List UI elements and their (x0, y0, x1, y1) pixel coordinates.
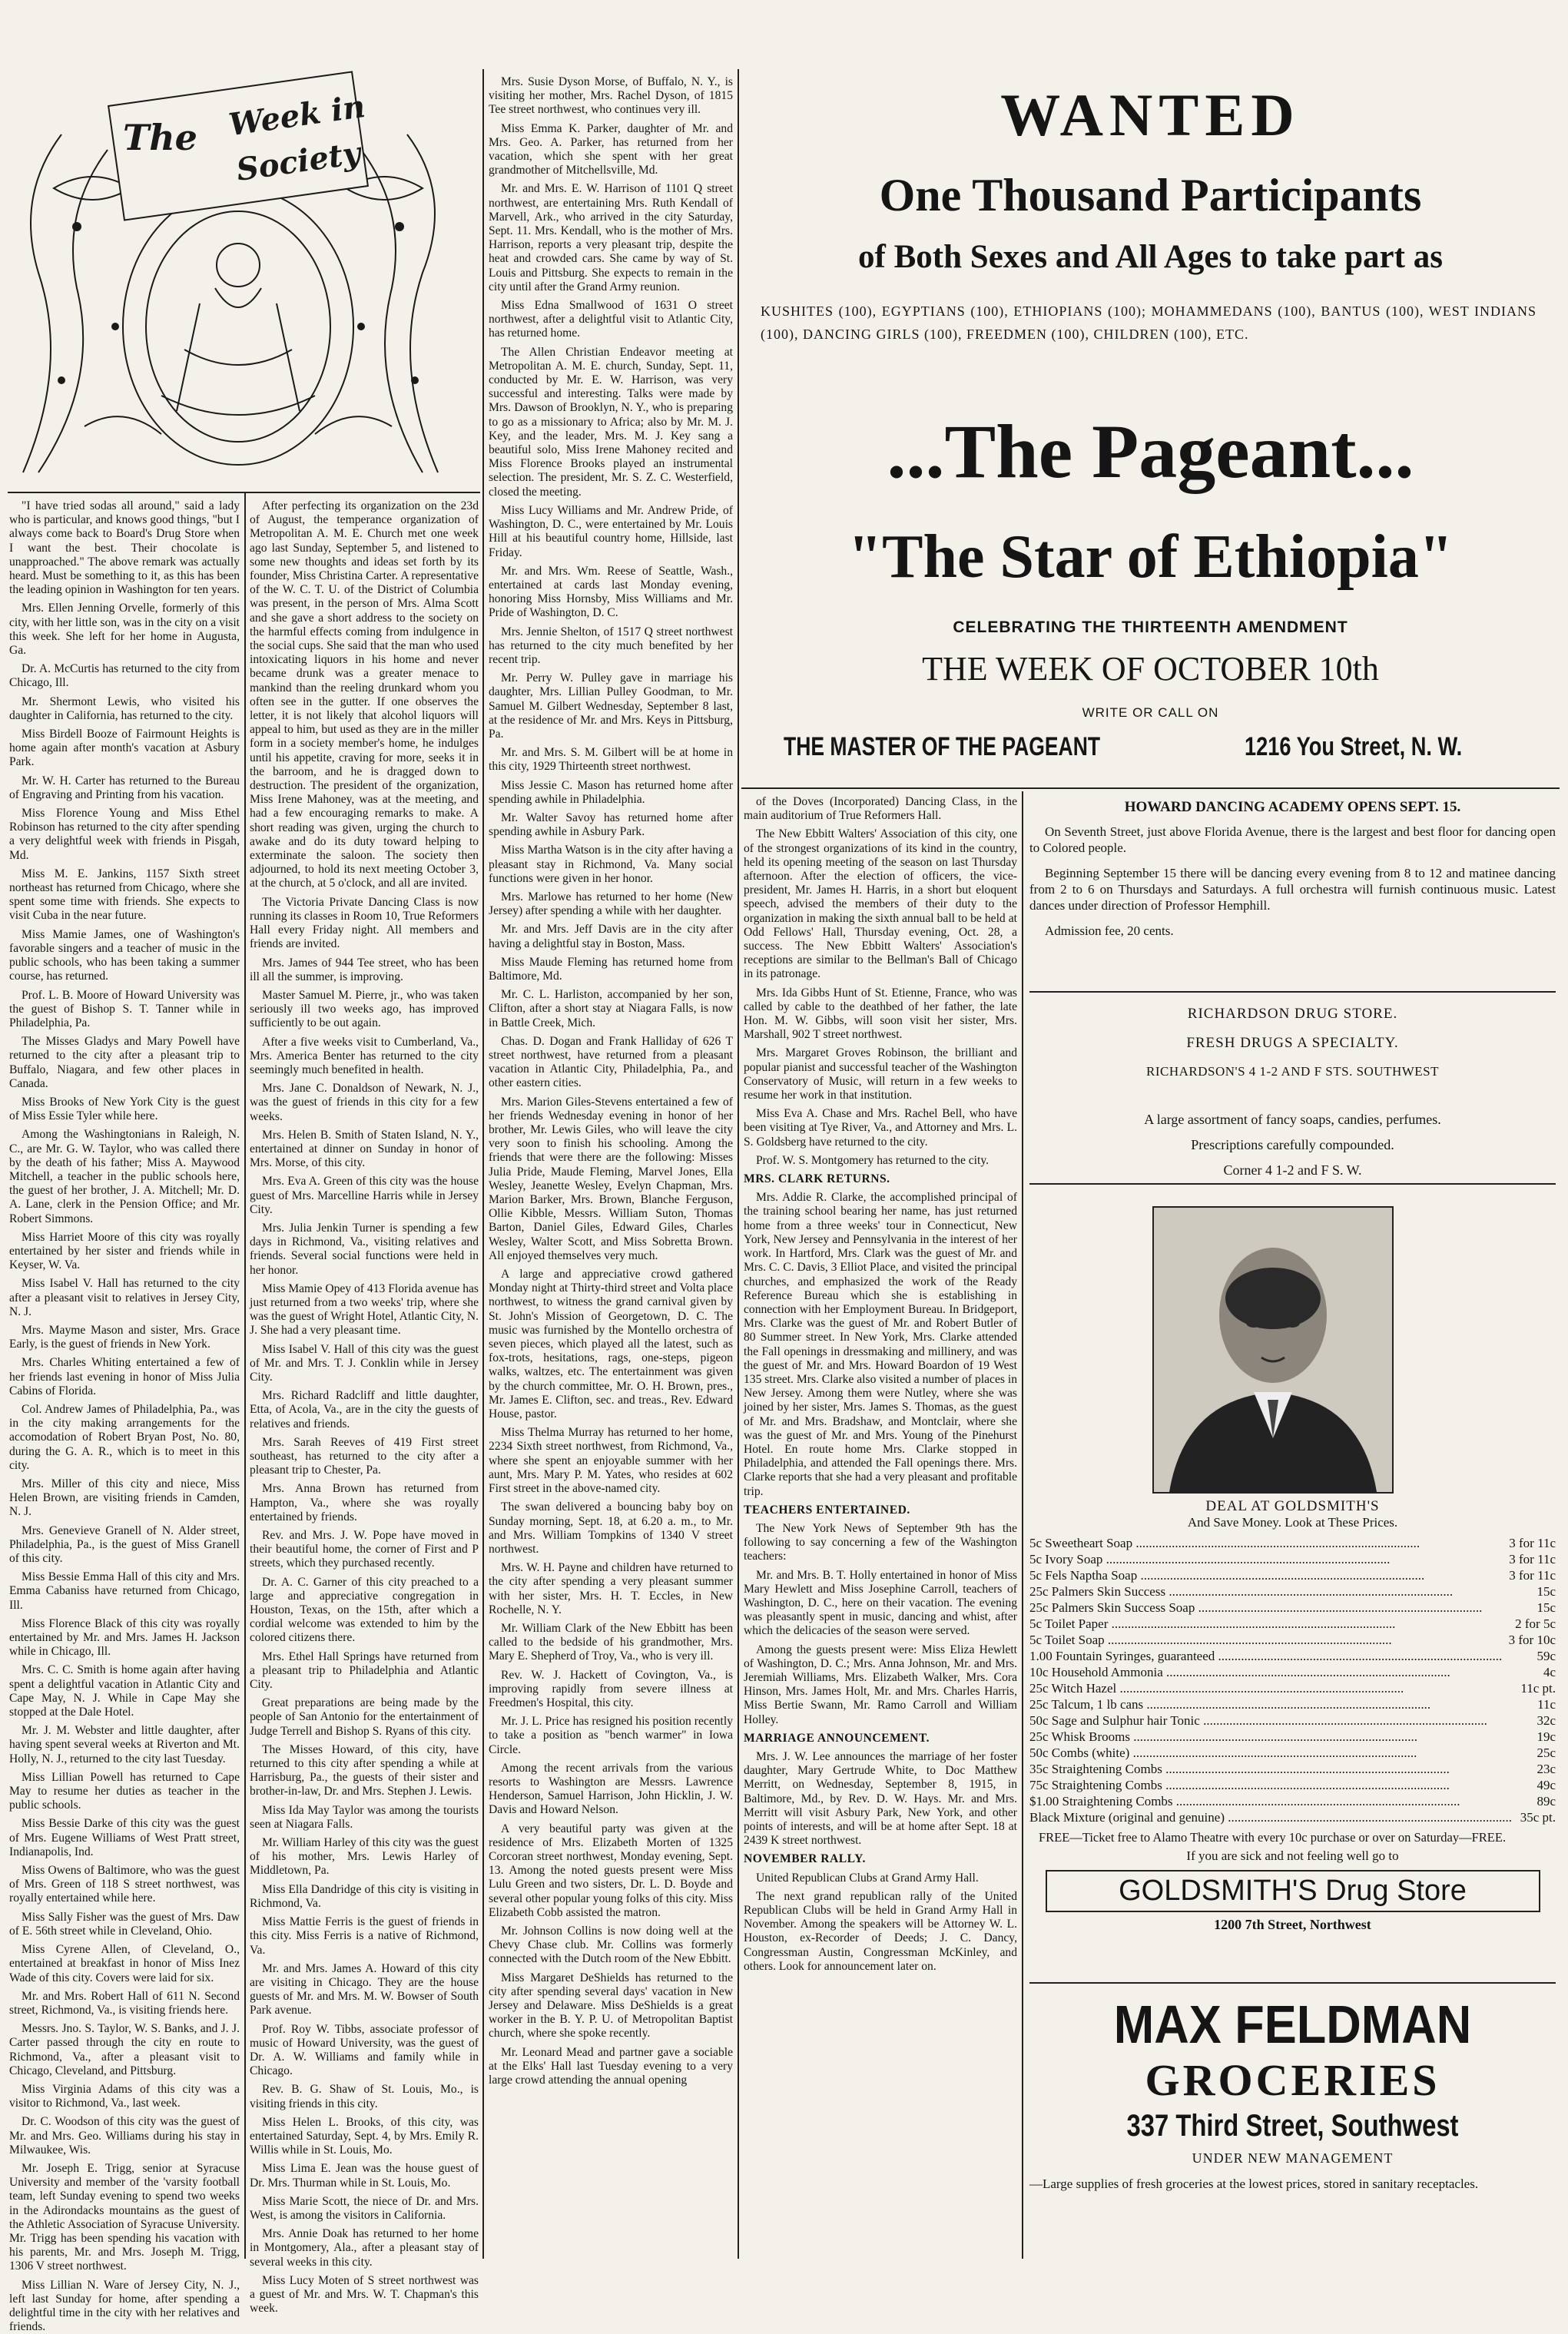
news-item: Miss Bessie Emma Hall of this city and Mrs. Emma Cabaniss have returned from Chicago, Ill. (9, 1570, 240, 1612)
price-row (1029, 1583, 1556, 1600)
news-item: Miss Jessie C. Mason has returned home after spending awhile in Philadelphia. (489, 778, 733, 806)
price-item-price: 4c (1543, 1665, 1556, 1679)
price-item-price: 35c pt. (1520, 1810, 1556, 1825)
news-item: Miss Brooks of New York City is the guest of Miss Essie Tyler while here. (9, 1095, 240, 1123)
price-row (1029, 1729, 1556, 1745)
news-item: The Allen Christian Endeavor meeting at Metropolitan A. M. E. church, Sunday, Sept. 11, conducted by Mr. E. W. Harrison, was very successful and interesting. Talks were made by Mrs. Dawson of Brooklyn, N. Y., who is preparing to go as a missionary to Africa; also by Mr. M. J. Key, and the leader, Mrs. M. J. Key sang a beautiful solo, Miss Irene Mahoney recited and Miss Florence Brooks played an instrumental selection. The president, Mr. S. Z. C. Westerfield, closed the meeting. (489, 345, 733, 499)
news-item: Rev. and Mrs. J. W. Pope have moved in their beautiful home, the corner of First and P streets, which they purchased recently. (250, 1529, 479, 1570)
news-item: Prof. Roy W. Tibbs, associate professor of music of Howard University, was the guest of Dr. A. W. Williams and family while in Chicago. (250, 2022, 479, 2078)
news-item: Mrs. Susie Dyson Morse, of Buffalo, N. Y., is visiting her mother, Mrs. Rachel Dyson, of 1815 Tee street northwest, who continues very ill. (489, 75, 733, 117)
feldman-tagline: —Large supplies of fresh groceries at the lowest prices, stored in sanitary receptacles. (1029, 2177, 1479, 2191)
news-item: Miss Maude Fleming has returned home from Baltimore, Md. (489, 955, 733, 983)
news-item: Miss Margaret DeShields has returned to the city after spending several days' vacation in New Jersey and Delaware. Miss DeShields is a great worker in the B. Y. P. U. of Metropolitan Baptist church, where she spoke recently. (489, 1971, 733, 2041)
ad-divider (741, 787, 1560, 789)
news-item: Mrs. Margaret Groves Robinson, the brilliant and popular pianist and successful teacher of the Washington Conservatory of Music, will return in a few weeks to resume her work in that institution. (744, 1046, 1017, 1102)
richardson-location: RICHARDSON'S 4 1-2 AND F STS. SOUTHWEST (1145, 1064, 1440, 1079)
news-item: Miss Ella Dandridge of this city is visiting in Richmond, Va. (250, 1882, 479, 1910)
price-row (1029, 1809, 1556, 1825)
feldman-name: MAX FELDMAN (1113, 1994, 1472, 2054)
masthead-title-the: The (123, 117, 197, 158)
feldman-management: UNDER NEW MANAGEMENT (1192, 2150, 1394, 2166)
news-item: Mr. and Mrs. Wm. Reese of Seattle, Wash., entertained at cards last Monday evening, honoring Miss Hornsby, Miss Williams and Mr. Pride of Washington, D. C. (489, 564, 733, 620)
price-item-price: 89c (1537, 1794, 1556, 1809)
news-item: Among the guests present were: Miss Eliza Hewlett of Washington, D. C.; Mrs. Anna Johnson, Mr. and Mrs. Jeremiah Williams, Mrs. Elizabeth Walker, Mrs. Cora Hinson, Mrs. James Holt, Mr. and Mrs. Charles Harris, Miss Bertie Swann, Mr. Ramo Carroll and William Holley. (744, 1643, 1017, 1726)
price-item-name: 5c Toilet Paper ..... (1029, 1616, 1512, 1632)
news-item: Miss Bessie Darke of this city was the guest of Mrs. Eugene Williams of West Pratt street, Indianapolis, Ind. (9, 1817, 240, 1858)
price-item-price: 23c (1537, 1762, 1556, 1776)
goldsmith-address: 1200 7th Street, Northwest (1214, 1917, 1371, 1932)
price-item-name: 25c Witch Hazel ..... (1029, 1680, 1517, 1696)
news-item: Mrs. W. H. Payne and children have returned to the city after spending a very pleasant summer with her sister, Mrs. H. T. Eccles, in New Rochelle, N. Y. (489, 1561, 733, 1616)
price-row (1029, 1648, 1556, 1664)
news-item: Miss Isabel V. Hall has returned to the city after a pleasant visit to relatives in Jersey City, N. J. (9, 1277, 240, 1318)
news-item: Mr. J. M. Webster and little daughter, after having spent several weeks at Riverton and Mt. Holly, N. J., returned to the city last Tuesday. (9, 1724, 240, 1765)
news-item: Miss Mamie James, one of Washington's favorable singers and a teacher of music in the public schools, who has been taking a summer course, has returned. (9, 927, 240, 983)
masthead-title-society: Society (234, 134, 363, 188)
goldsmith-ad (1029, 1498, 1556, 1933)
price-item-name: 5c Toilet Soap ..... (1029, 1632, 1506, 1648)
news-item: Mrs. Helen B. Smith of Staten Island, N. Y., entertained at dinner on Sunday in honor of Mrs. Morse, of this city. (250, 1128, 479, 1170)
price-row (1029, 1535, 1556, 1551)
price-row (1029, 1680, 1556, 1696)
news-item: Miss Lima E. Jean was the house guest of Dr. Mrs. Thurman while in St. Louis, Mo. (250, 2162, 479, 2190)
news-item: Mr. J. L. Price has resigned his position recently to take a position as "bench warmer" in Iowa Circle. (489, 1715, 733, 1756)
dancing-p2: Beginning September 15 there will be dancing every evening from 8 to 12 and matinee dancing from 2 to 6 on Thursdays and Saturdays. A full orchestra will furnish continuous music. Latest dances under direction of Professor Hemphill. (1029, 866, 1556, 913)
masthead-drawing (8, 73, 469, 488)
news-item: The Misses Howard, of this city, have returned to this city after spending a while at Harrisburg, Pa., the guests of their sister and brother-in-law, Dr. and Mrs. Stephen J. Lewis. (250, 1742, 479, 1799)
news-item: Col. Andrew James of Philadelphia, Pa., was in the city making arrangements for the accomodation of Robert Bryan Post, No. 80, during the G. A. R., which is to meet in this city. (9, 1402, 240, 1472)
news-item: Miss Mattie Ferris is the guest of friends in this city. Miss Ferris is a native of Richmond, Va. (250, 1915, 479, 1957)
news-item: Mr. and Mrs. E. W. Harrison of 1101 Q street northwest, are entertaining Mrs. Ruth Kendall of Marvell, Ark., who arrived in the city Saturday, Sept. 11. Mrs. Kendall, who is the mother of Mrs. Harrison, reports a very pleasant trip, despite the heat and crowded cars. She came by way of St. Louis and Pittsburg. She expects to remain in the city until after the Grand Army reunion. (489, 182, 733, 293)
richardson-name: RICHARDSON DRUG STORE. (1187, 1006, 1398, 1022)
price-row (1029, 1761, 1556, 1777)
price-row (1029, 1551, 1556, 1567)
wanted-roles: KUSHITES (100), EGYPTIANS (100), ETHIOPIANS (100); MOHAMMEDANS (100), BANTUS (100), WEST INDIANS (100), DANCING GIRLS (100), FREEDMEN (100), CHILDREN (100), ETC. (761, 303, 1537, 342)
news-item: Miss Lucy Moten of S street northwest was a guest of Mr. and Mrs. W. T. Chapman's this week. (250, 2273, 479, 2316)
price-item-name: 25c Palmers Skin Success ..... (1029, 1583, 1533, 1600)
price-item-price: 25c (1537, 1746, 1556, 1760)
section-heading: MARRIAGE ANNOUNCEMENT. (744, 1731, 930, 1745)
price-item-price: 15c (1537, 1584, 1556, 1599)
news-item: Mrs. Charles Whiting entertained a few of her friends last evening in honor of Miss Julia Cabins of Florida. (9, 1356, 240, 1397)
price-item-price: 11c pt. (1520, 1681, 1556, 1696)
news-item: Mr. Perry W. Pulley gave in marriage his daughter, Mrs. Lillian Pulley Goodman, to Mr. Samuel M. Gilbert Wednesday, September 8 last, at the residence of Mr. and Mrs. Keys in Pittsburg, Pa. (489, 671, 733, 741)
news-item: Mrs. C. C. Smith is home again after having spent a delightful vacation in Atlantic City and Cape May, N. J. While in Cape May she stopped at the Dale Hotel. (9, 1663, 240, 1719)
news-item: Mr. and Mrs. Robert Hall of 611 N. Second street, Richmond, Va., is visiting friends here. (9, 1989, 240, 2017)
news-item: Mrs. Ethel Hall Springs have returned from a pleasant trip to Philadelphia and Atlantic City. (250, 1649, 479, 1692)
news-item: United Republican Clubs at Grand Army Hall. (756, 1871, 979, 1885)
news-column-3 (489, 75, 733, 2257)
news-item: Mrs. Jane C. Donaldson of Newark, N. J., was the guest of friends in this city for a few weeks. (250, 1082, 479, 1123)
news-item: Miss Emma K. Parker, daughter of Mr. and Mrs. Geo. A. Parker, has returned from her vacation, which she spent with her great grandmother of Mitchellsville, Md. (489, 121, 733, 177)
news-item: Mr. and Mrs. James A. Howard of this city are visiting in Chicago. They are the house guests of Mr. and Mrs. M. W. Bowser of South Park avenue. (250, 1961, 479, 2017)
news-item: Miss Martha Watson is in the city after having a pleasant stay in Richmond, Va. Many social functions were given in her honor. (489, 844, 733, 885)
news-item: Chas. D. Dogan and Frank Halliday of 626 T street northwest, have returned from a pleasant vacation in Atlantic City, Philadelphia, Pa., and other eastern cities. (489, 1034, 733, 1090)
price-item-price: 3 for 11c (1509, 1568, 1556, 1583)
richardson-prescriptions: Prescriptions carefully compounded. (1191, 1137, 1394, 1152)
news-item: Mrs. J. W. Lee announces the marriage of her foster daughter, Mary Gertrude White, to Doc Matthew Merritt, on Wednesday, September 8, 1915, in Baltimore, Md., by Rev. D. W. Hays. Mr. and Mrs. Merritt will visit Asbury Park, New York, and other points of interests, and will be at home after Sept. 18 at 2439 K street northwest. (744, 1750, 1017, 1848)
news-item: Mrs. Ellen Jenning Orvelle, formerly of this city, with her little son, was in the city on a visit this week. She left for her home in Augusta, Ga. (9, 602, 240, 658)
price-row (1029, 1745, 1556, 1761)
news-item: Mrs. Annie Doak has returned to her home in Montgomery, Ala., after a pleasant stay of several weeks in this city. (250, 2227, 479, 2269)
news-item: Mrs. Miller of this city and niece, Miss Helen Brown, are visiting friends in Camden, N. J. (9, 1477, 240, 1519)
news-item: The New Ebbitt Walters' Association of this city, one of the strongest organizations of its kind in the country, held its opening meeting of the season on last Thursday afternoon. After the election of officers, the vice-president, Mr. James H. Harris, in a short but eloquent speech, advised the members of their duty to the organization in making the sixth annual ball to be held at Odd Fellows' Hall, Thursday evening, Oct. 28, a success. The New Ebbitt Walters' Association's receptions are similar to the Bellman's Ball of Chicago in its patronage. (744, 827, 1017, 981)
pageant-advertisement (745, 73, 1556, 787)
price-item-price: 19c (1537, 1729, 1556, 1744)
price-item-name: 75c Straightening Combs ..... (1029, 1777, 1533, 1793)
news-item: Miss Marie Scott, the niece of Dr. and Mrs. West, is among the visitors in California. (250, 2194, 479, 2222)
news-item: Mrs. Anna Brown has returned from Hampton, Va., where she was royally entertained by friends. (250, 1482, 479, 1523)
news-item: Among the recent arrivals from the various resorts to Washington are Messrs. Lawrence Henderson, Samuel Harrison, John Hicklin, J. W. Davis and Howard Nelson. (489, 1761, 733, 1817)
ad-divider (1029, 1183, 1556, 1185)
richardson-drug-ad (1029, 1003, 1556, 1179)
dancing-admission: Admission fee, 20 cents. (1045, 923, 1174, 938)
news-item: Mr. W. H. Carter has returned to the Bureau of Engraving and Printing from his vacation. (9, 774, 240, 801)
news-item: Mrs. Jennie Shelton, of 1517 Q street northwest has returned to the city much benefited by her recent trip. (489, 625, 733, 666)
pageant-master: THE MASTER OF THE PAGEANT (784, 732, 1101, 761)
news-item: Mr. Walter Savoy has returned home after spending awhile in Asbury Park. (489, 811, 733, 839)
news-item: The New York News of September 9th has the following to say concerning a few of the Washington teachers: (744, 1521, 1017, 1563)
goldsmith-subhead: And Save Money. Look at These Prices. (1187, 1515, 1398, 1530)
news-item: Miss Helen L. Brooks, of this city, was entertained Saturday, Sept. 4, by Mrs. Emily R. Willis while in St. Louis, Mo. (250, 2115, 479, 2157)
news-item: Master Samuel M. Pierre, jr., who was taken seriously ill two weeks ago, has improved sufficiently to be out again. (250, 988, 479, 1030)
news-item: Prof. W. S. Montgomery has returned to the city. (756, 1153, 990, 1167)
goldsmith-head: DEAL AT GOLDSMITH'S (1205, 1498, 1380, 1514)
goldsmith-price-list (1029, 1535, 1556, 1825)
news-column-4 (744, 795, 1017, 2255)
news-item: Dr. A. C. Garner of this city preached to a large and appreciative congregation in Houston, Texas, on the 15th, after which a cordial welcome was extended to him by the colored citizens there. (250, 1575, 479, 1645)
price-item-price: 15c (1537, 1600, 1556, 1615)
news-item: Prof. L. B. Moore of Howard University was the guest of Bishop S. T. Tanner while in Philadelphia, Pa. (9, 988, 240, 1029)
society-masthead-illustration (8, 73, 469, 488)
dancing-p1: On Seventh Street, just above Florida Avenue, there is the largest and best floor for dancing open to Colored people. (1029, 824, 1556, 855)
ad-divider (1029, 1982, 1556, 1984)
news-item: of the Doves (Incorporated) Dancing Class, in the main auditorium of True Reformers Hall. (744, 795, 1017, 823)
portrait-photo (1152, 1206, 1394, 1494)
portrait-image (1154, 1208, 1392, 1492)
section-heading: NOVEMBER RALLY. (744, 1852, 866, 1866)
price-item-price: 3 for 11c (1509, 1552, 1556, 1566)
price-item-price: 2 for 5c (1515, 1616, 1556, 1631)
price-item-name: 50c Combs (white) ..... (1029, 1745, 1533, 1761)
richardson-specialty: FRESH DRUGS A SPECIALTY. (1186, 1035, 1399, 1051)
feldman-trade: GROCERIES (1145, 2055, 1440, 2105)
news-item: Miss Harriet Moore of this city was royally entertained by her sister and friends while in Keyser, W. Va. (9, 1230, 240, 1272)
news-item: Mr. William Clark of the New Ebbitt has been called to the bedside of his grandmother, Mrs. Mary E. Shepherd of Troy, Va., who is very ill. (489, 1621, 733, 1663)
column-rule (244, 492, 246, 2259)
news-item: Miss Florence Black of this city was royally entertained by Mr. and Mrs. James H. Jackson while in Chicago, Ill. (9, 1616, 240, 1659)
news-item: Mrs. Genevieve Granell of N. Alder street, Philadelphia, Pa., is the guest of Miss Granell of this city. (9, 1523, 240, 1566)
price-item-name: 25c Palmers Skin Success Soap ..... (1029, 1600, 1533, 1616)
wanted-headline: WANTED (1000, 81, 1301, 148)
news-item: Miss Cyrene Allen, of Cleveland, O., entertained at breakfast in honor of Miss Inez Wade of this city. Covers were laid for six. (9, 1943, 240, 1984)
news-item: Dr. C. Woodson of this city was the guest of Mr. and Mrs. Geo. Williams during his stay in Milwaukee, Wis. (9, 2115, 240, 2157)
price-row (1029, 1664, 1556, 1680)
goldsmith-store-name: GOLDSMITH'S Drug Store (1046, 1870, 1540, 1912)
price-item-name: 25c Talcum, 1 lb cans ..... (1029, 1696, 1534, 1712)
column-rule (1022, 791, 1023, 2259)
news-item: Mr. Shermont Lewis, who visited his daughter in California, has returned to the city. (9, 695, 240, 722)
news-item: Mrs. Julia Jenkin Turner is spending a few days in Richmond, Va., visiting relatives and friends. Several social functions were held in her honor. (250, 1221, 479, 1277)
price-row (1029, 1712, 1556, 1729)
richardson-assortment: A large assortment of fancy soaps, candies, perfumes. (1144, 1112, 1441, 1127)
news-column-2 (250, 499, 479, 2316)
pageant-subtitle: "The Star of Ethiopia" (847, 523, 1454, 591)
news-item: Messrs. Jno. S. Taylor, W. S. Banks, and J. J. Carter passed through the city en route to Richmond, Va., after a pleasant visit to Chicago, Cleveland, and Pittsburg. (9, 2022, 240, 2077)
news-item: Miss Ida May Taylor was among the tourists seen at Niagara Falls. (250, 1803, 479, 1831)
news-item: Miss Edna Smallwood of 1631 O street northwest, after a delightful visit to Atlantic City, has returned home. (489, 299, 733, 340)
news-item: Miss Lillian N. Ware of Jersey City, N. J., left last Sunday for home, after spending a delightful time in the city with her relatives and friends. (9, 2278, 240, 2334)
price-item-name: 5c Ivory Soap ..... (1029, 1551, 1506, 1567)
pageant-write-call: WRITE OR CALL ON (1082, 705, 1219, 720)
news-item: Great preparations are being made by the people of San Antonio for the entertainment of Judge Terrell and Bishop S. Ryans of this city. (250, 1696, 479, 1738)
news-item: Among the Washingtonians in Raleigh, N. C., are Mr. G. W. Taylor, who was called there by the death of his father; Miss A. Maywood Mitchell, a teacher in the public schools here, the guest of her brother, J. A. Mitchell; Mr. D. A. Lane, clerk in the Pension Office; and Mr. Robert Simmons. (9, 1128, 240, 1225)
news-item: Mr. C. L. Harliston, accompanied by her son, Clifton, after a short stay at Niagara Falls, is now in Battle Creek, Mich. (489, 988, 733, 1029)
news-item: Mrs. Sarah Reeves of 419 First street southeast, has returned to the city after a pleasant trip to Chester, Pa. (250, 1435, 479, 1477)
pageant-celebrating: CELEBRATING THE THIRTEENTH AMENDMENT (953, 618, 1348, 636)
news-item: Rev. W. J. Hackett of Covington, Va., is improving rapidly from severe illness at Freedmen's Hospital, this city. (489, 1668, 733, 1709)
pageant-title: ...The Pageant... (887, 409, 1414, 494)
price-item-name: 35c Straightening Combs ..... (1029, 1761, 1533, 1777)
price-item-name: 5c Sweetheart Soap ..... (1029, 1535, 1506, 1551)
news-item: The Victoria Private Dancing Class is now running its classes in Room 10, True Reformers Hall every Friday night. All members and friends are invited. (250, 895, 479, 951)
news-item: Miss Sally Fisher was the guest of Mrs. Daw of E. 56th street while in Cleveland, Ohio. (9, 1910, 240, 1938)
price-item-name: 50c Sage and Sulphur hair Tonic ..... (1029, 1712, 1533, 1729)
news-item: Miss M. E. Jankins, 1157 Sixth street northeast has returned from Chicago, where she spent some time with friends. She expects to visit Cuba in the near future. (9, 867, 240, 923)
news-item: Mrs. Mayme Mason and sister, Mrs. Grace Early, is the guest of friends in New York. (9, 1323, 240, 1351)
price-item-name: Black Mixture (original and genuine) ..... (1029, 1809, 1517, 1825)
news-item: After perfecting its organization on the 23d of August, the temperance organization of Metropolitan A. M. E. Church met one week ago last Sunday, September 5, and listened to some new thoughts and ideas set forth by its founder, Miss Christina Carter. A representative of the W. C. T. U. of the District of Columbia was present, in the person of Mrs. Alma Scott and she gave a short address to the society on the harmful effects coming from indulgence in the social cups. She said that the man who used intoxicating liquors in his home and never became drunk was a greater menace to mankind than the reeling drunkard whom you often see in the gutter. If one observes the letter, it is not likely that alcohol liquors will appeal to him, but used as they are in the miller form in a society member's home, he indulges until his appetite, craving for more, seeks it in the barroom, and he is dragged down to destruction. The president of the organization, Miss Irene Mahoney, was at the meeting, and had a few encouraging remarks to make. A short reading was given, urging the church to awake and do its duty toward helping to exterminate the saloon. The society then adjourned, to hold its next meeting October 3, at the church, at 5 o'clock, and all are invited. (250, 499, 479, 890)
news-item: Miss Isabel V. Hall of this city was the guest of Mr. and Mrs. T. J. Conklin while in Jersey City. (250, 1342, 479, 1384)
price-row (1029, 1616, 1556, 1632)
dancing-title: HOWARD DANCING ACADEMY OPENS SEPT. 15. (1124, 799, 1461, 815)
news-item: Miss Florence Young and Miss Ethel Robinson has returned to the city after spending a very delightful week with friends in Pisgah, Md. (9, 807, 240, 862)
news-item: A large and appreciative crowd gathered Monday night at Thirty-third street and Volta place northwest, to witness the grand carnival given by St. John's Mission of Georgetown, D. C. The music was furnished by the Montello orchestra of seven pieces, which played all the latest, such as fox-trots, hesitations, rags, one-steps, pigeon walks, waltzes, etc. The entertainment was given by the church committee, Mr. O. H. Brown, pres., Mr. James E. Clifton, sec. and treas., Rev. Edward House, pastor. (489, 1268, 733, 1421)
price-item-name: 5c Fels Naptha Soap ..... (1029, 1567, 1506, 1583)
news-item: After a five weeks visit to Cumberland, Va., Mrs. America Benter has returned to the city seemingly much benefited in health. (250, 1035, 479, 1076)
news-item: "I have tried sodas all around," said a lady who is particular, and knows good things, "but I always come back to Board's Drug Store when I want the best. Their chocolate is unapproached." The above remark was actually heard. Must be something to it, as this has been the leading opinion in Washington for ten years. (9, 499, 240, 597)
news-item: Mr. Leonard Mead and partner gave a sociable at the Elks' Hall last Tuesday evening to a very large crowd attending the annual opening (489, 2045, 733, 2087)
column-rule (738, 69, 739, 2259)
price-row (1029, 1777, 1556, 1793)
price-item-price: 49c (1537, 1778, 1556, 1792)
news-item: The next grand republican rally of the United Republican Clubs will be held in Grand Army Hall in November. Among the speakers will be Attorney W. L. Houston, ex-Recorder of Deeds; J. C. Dancy, Congressman Austin, Congressman McKinley, and others. Look for announcement later on. (744, 1889, 1017, 1973)
section-heading: MRS. CLARK RETURNS. (744, 1172, 890, 1186)
pageant-date: THE WEEK OF OCTOBER 10th (922, 650, 1379, 688)
masthead-title-week-in: Week in (226, 88, 368, 144)
news-item: Mr. and Mrs. B. T. Holly entertained in honor of Miss Mary Hewlett and Miss Josephine Carroll, teachers of Washington, D. C., here on their vacation. The evening was pleasantly spent in music, dancing and whist, after which the delicacies of the season were served. (744, 1568, 1017, 1638)
price-item-price: 11c (1537, 1697, 1556, 1712)
ad-divider (1029, 991, 1556, 993)
goldsmith-sick-line: If you are sick and not feeling well go to (1186, 1848, 1399, 1863)
wanted-participants: One Thousand Participants (879, 170, 1422, 220)
news-item: Mrs. Eva A. Green of this city was the house guest of Mrs. Marcelline Harris while in Jersey City. (250, 1175, 479, 1216)
price-row (1029, 1600, 1556, 1616)
price-item-name: 10c Household Ammonia ..... (1029, 1664, 1540, 1680)
pageant-address: 1216 You Street, N. W. (1245, 732, 1463, 761)
news-item: Miss Owens of Baltimore, who was the guest of Mrs. Green of 118 S street northwest, was royally entertained while here. (9, 1864, 240, 1905)
news-item: Rev. B. G. Shaw of St. Louis, Mo., is visiting friends in this city. (250, 2083, 479, 2110)
news-item: Miss Eva A. Chase and Mrs. Rachel Bell, who have been visiting at Tye River, Va., and Attorney and Mrs. L. S. Goldsberg have returned to the city. (744, 1107, 1017, 1149)
goldsmith-free-offer: FREE—Ticket free to Alamo Theatre with every 10c purchase or over on Saturday—FREE. (1039, 1830, 1507, 1845)
news-item: Mr. and Mrs. Jeff Davis are in the city after having a delightful stay in Boston, Mass. (489, 923, 733, 950)
price-row (1029, 1793, 1556, 1809)
wanted-sexes-ages: of Both Sexes and All Ages to take part as (858, 239, 1443, 275)
news-item: Mrs. Richard Radcliff and little daughter, Etta, of Acola, Va., are in the city the guests of relatives and friends. (250, 1389, 479, 1431)
news-item: Miss Birdell Booze of Fairmount Heights is home again after month's vacation at Asbury Park. (9, 728, 240, 769)
news-item: Mr. Joseph E. Trigg, senior at Syracuse University and member of the 'varsity football team, left Sunday evening to spend two weeks in the Adirondacks mountains as the guest of the Athletic Association of Syracuse University. Mr. Trigg has been spending his vacation with his parents, Mr. and Mrs. Joseph M. Trigg, 1306 V street northwest. (9, 2161, 240, 2273)
price-item-name: $1.00 Straightening Combs ..... (1029, 1793, 1533, 1809)
news-item: Miss Lucy Williams and Mr. Andrew Pride, of Washington, D. C., were entertained by Mr. Louis Hill at his beautiful country home, Hillside, last Friday. (489, 503, 733, 559)
section-heading: TEACHERS ENTERTAINED. (744, 1503, 910, 1517)
price-item-price: 59c (1537, 1649, 1556, 1663)
news-item: The swan delivered a bouncing baby boy on Sunday morning, Sept. 18, at 6.20 a. m., to Mr. and Mrs. William Tompkins of 1340 V street northwest. (489, 1500, 733, 1556)
news-item: Miss Virginia Adams of this city was a visitor to Richmond, Va., last week. (9, 2082, 240, 2110)
column-rule (482, 69, 484, 2259)
news-column-1 (9, 499, 240, 2334)
news-item: Miss Mamie Opey of 413 Florida avenue has just returned from a two weeks' trip, where she was the guest of Wright Hotel, Atlantic City, N. J. She had a very pleasant time. (250, 1281, 479, 1338)
price-item-name: 1.00 Fountain Syringes, guaranteed ..... (1029, 1648, 1533, 1664)
price-row (1029, 1696, 1556, 1712)
news-item: Mrs. Addie R. Clarke, the accomplished principal of the training school bearing her name, has just returned home from a three weeks' tour in Connecticut, New York, New Jersey and Pennsylvania in the interest of her work. In Hartford, Mrs. Clark was the guest of Mr. and Mrs. C. C. Davis, 3 Elliot Place, and visited the principal churches, and emphasized the work of the Ready Reference Bureau which she is establishing in connection with her Employment Bureau. In Bridgeport, Mrs. Clarke was the guest of Mr. and Robert Butler of 80 Summer street. In New York, Mrs. Clarke attended the Fall openings in dressmaking and millinery, and was the guest of Mr. and Mrs. Howard Boardon of 19 West 135 street. Mrs. Clarke also visited a number of places in New Jersey. Among them were Nutley, where she was joined by her sister, Mrs. James S. Thomas, as the guest of Mr. and Mrs. Bradshaw, and Montclair, where she was the guest of Mr. and Mrs. Young of the Pinehurst Hotel. En route home Mrs. Clarke stopped in Philadelphia, and attended the Fall openings there. Mrs. Clarke reports that she had a very pleasant and profitable trip. (744, 1191, 1017, 1498)
news-item: A very beautiful party was given at the residence of Mrs. Elizabeth Morten of 1325 Corcoran street northwest, Monday evening, Sept. 13. Among the noted guests present were Miss Lulu Green and two sisters, Dr. L. D. Boyde and several other popular young folks of this city. Miss Elizabeth Cobb assisted the matron. (489, 1822, 733, 1919)
illustration-divider (8, 492, 480, 493)
price-row (1029, 1567, 1556, 1583)
news-item: Miss Thelma Murray has returned to her home, 2234 Sixth street northwest, from Richmond, Va., where she spent an enjoyable summer with her aunt, Mrs. Mary P. M. Yates, who resides at 602 First street in the above-named city. (489, 1426, 733, 1496)
news-item: Mr. and Mrs. S. M. Gilbert will be at home in this city, 1929 Thirteenth street northwest. (489, 746, 733, 774)
dancing-academy-ad (1029, 799, 1556, 939)
news-item: Mr. William Harley of this city was the guest of his mother, Mrs. Lewis Harley of Middletown, Pa. (250, 1836, 479, 1878)
price-item-price: 3 for 10c (1508, 1633, 1556, 1647)
price-item-name: 25c Whisk Brooms ..... (1029, 1729, 1533, 1745)
news-item: Miss Lillian Powell has returned to Cape May to resume her duties as teacher in the public schools. (9, 1770, 240, 1812)
news-item: The Misses Gladys and Mary Powell have returned to the city after a pleasant trip to Buffalo, Niagara, and few other places in Canada. (9, 1035, 240, 1090)
news-item: Mrs. Ida Gibbs Hunt of St. Etienne, France, who was called by cable to the deathbed of her father, the late Hon. M. W. Gibbs, will soon visit her sister, Mrs. Marshall, 902 T street northwest. (744, 986, 1017, 1042)
feldman-groceries-ad (1029, 1994, 1556, 2192)
news-item: Mrs. Marion Giles-Stevens entertained a few of her friends Wednesday evening in honor of her brother, Mr. Lewis Giles, who will leave the city very soon to finish his schooling. Among the friends that were there are the following: Misses Julia Pride, Maude Fleming, Marvel Jones, Ella Wesley, Jeanette Wesley, Evelyn Chapman, Mrs. Marion Barker, Mrs. Brown, Blanche Ferguson, Ollie Kibble, Messrs. William Suton, Thomas Barton, Daniel Giles, Edward Giles, Charles Wesley, Walter Scott, and Miss Sobretta Brown. All enjoyed themselves very much. (489, 1095, 733, 1262)
price-row (1029, 1632, 1556, 1648)
richardson-corner: Corner 4 1-2 and F S. W. (1223, 1162, 1362, 1178)
news-item: Mrs. Marlowe has returned to her home (New Jersey) after spending a while with her daughter. (489, 890, 733, 918)
news-item: Mr. Johnson Collins is now doing well at the Chevy Chase club. Mr. Collins was formerly connected with the Dutch room of the New Ebbitt. (489, 1924, 733, 1966)
price-item-price: 32c (1537, 1713, 1556, 1728)
news-item: Dr. A. McCurtis has returned to the city from Chicago, Ill. (9, 662, 240, 690)
price-item-price: 3 for 11c (1509, 1536, 1556, 1550)
news-item: Mrs. James of 944 Tee street, who has been ill all the summer, is improving. (250, 956, 479, 983)
feldman-address: 337 Third Street, Southwest (1126, 2109, 1459, 2143)
